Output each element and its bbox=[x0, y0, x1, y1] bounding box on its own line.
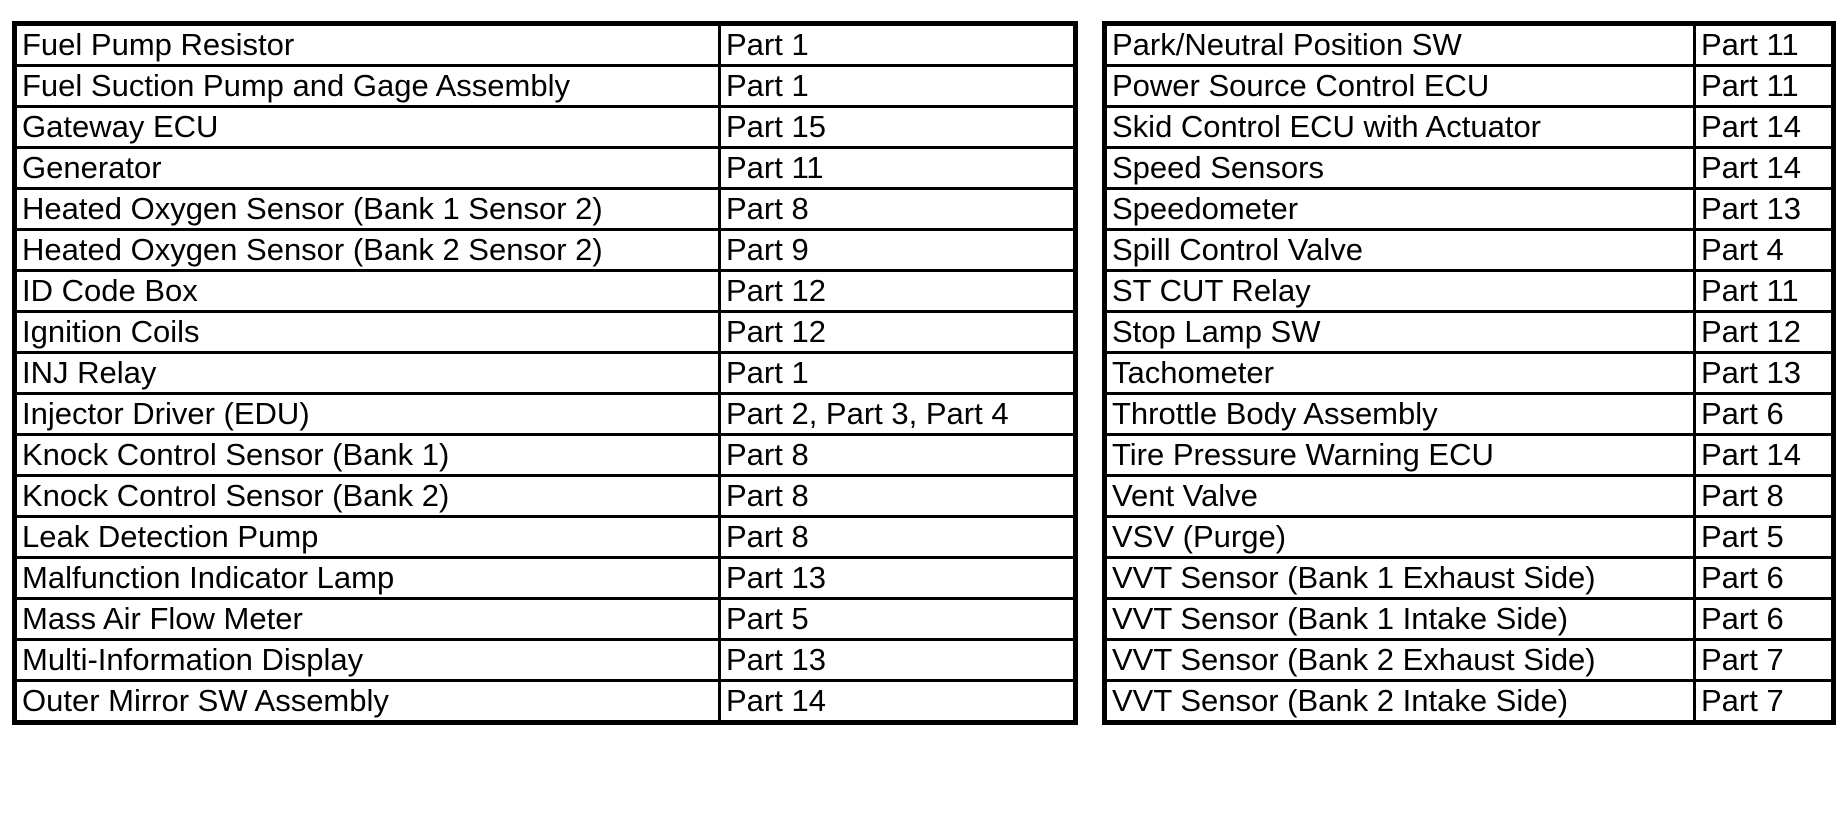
component-name-cell: Knock Control Sensor (Bank 1) bbox=[15, 435, 720, 476]
component-name-cell: Knock Control Sensor (Bank 2) bbox=[15, 476, 720, 517]
part-reference-cell: Part 15 bbox=[720, 107, 1076, 148]
component-name-cell: Vent Valve bbox=[1105, 476, 1695, 517]
component-name-cell: Stop Lamp SW bbox=[1105, 312, 1695, 353]
component-name-cell: Ignition Coils bbox=[15, 312, 720, 353]
part-reference-cell: Part 14 bbox=[1695, 107, 1834, 148]
part-reference-cell: Part 11 bbox=[1695, 271, 1834, 312]
part-reference-cell: Part 11 bbox=[1695, 24, 1834, 66]
table-row bbox=[1105, 599, 1834, 640]
table-row bbox=[1105, 271, 1834, 312]
component-name-cell: Skid Control ECU with Actuator bbox=[1105, 107, 1695, 148]
table-row bbox=[1105, 640, 1834, 681]
component-name-cell: ST CUT Relay bbox=[1105, 271, 1695, 312]
component-name-cell: Speedometer bbox=[1105, 189, 1695, 230]
table-row bbox=[15, 394, 1076, 435]
part-reference-cell: Part 8 bbox=[720, 189, 1076, 230]
table-row bbox=[1105, 558, 1834, 599]
component-name-cell: Injector Driver (EDU) bbox=[15, 394, 720, 435]
table-row bbox=[1105, 435, 1834, 476]
table-row bbox=[15, 476, 1076, 517]
part-reference-cell: Part 2, Part 3, Part 4 bbox=[720, 394, 1076, 435]
part-reference-cell: Part 13 bbox=[720, 640, 1076, 681]
part-reference-cell: Part 14 bbox=[1695, 435, 1834, 476]
table-row bbox=[15, 66, 1076, 107]
table-row bbox=[15, 271, 1076, 312]
component-name-cell: VVT Sensor (Bank 2 Intake Side) bbox=[1105, 681, 1695, 723]
component-name-cell: Fuel Suction Pump and Gage Assembly bbox=[15, 66, 720, 107]
component-name-cell: VVT Sensor (Bank 1 Intake Side) bbox=[1105, 599, 1695, 640]
table-row bbox=[1105, 353, 1834, 394]
table-row bbox=[1105, 312, 1834, 353]
part-reference-cell: Part 12 bbox=[720, 312, 1076, 353]
component-name-cell: Tire Pressure Warning ECU bbox=[1105, 435, 1695, 476]
table-row bbox=[15, 230, 1076, 271]
part-reference-cell: Part 7 bbox=[1695, 640, 1834, 681]
table-row bbox=[15, 189, 1076, 230]
component-name-cell: Fuel Pump Resistor bbox=[15, 24, 720, 66]
part-reference-cell: Part 1 bbox=[720, 353, 1076, 394]
part-reference-cell: Part 6 bbox=[1695, 394, 1834, 435]
part-reference-cell: Part 6 bbox=[1695, 599, 1834, 640]
table-row bbox=[15, 312, 1076, 353]
part-reference-cell: Part 4 bbox=[1695, 230, 1834, 271]
part-reference-cell: Part 12 bbox=[720, 271, 1076, 312]
table-row bbox=[15, 681, 1076, 723]
component-name-cell: VVT Sensor (Bank 2 Exhaust Side) bbox=[1105, 640, 1695, 681]
part-reference-cell: Part 5 bbox=[720, 599, 1076, 640]
part-reference-cell: Part 14 bbox=[720, 681, 1076, 723]
table-row bbox=[15, 353, 1076, 394]
part-reference-cell: Part 11 bbox=[720, 148, 1076, 189]
part-reference-cell: Part 1 bbox=[720, 66, 1076, 107]
part-reference-cell: Part 7 bbox=[1695, 681, 1834, 723]
component-name-cell: Power Source Control ECU bbox=[1105, 66, 1695, 107]
part-reference-cell: Part 8 bbox=[720, 476, 1076, 517]
table-row bbox=[15, 558, 1076, 599]
part-reference-cell: Part 13 bbox=[1695, 353, 1834, 394]
table-row bbox=[1105, 681, 1834, 723]
component-name-cell: ID Code Box bbox=[15, 271, 720, 312]
component-name-cell: Speed Sensors bbox=[1105, 148, 1695, 189]
table-row bbox=[1105, 230, 1834, 271]
part-reference-cell: Part 1 bbox=[720, 24, 1076, 66]
component-name-cell: Malfunction Indicator Lamp bbox=[15, 558, 720, 599]
table-row bbox=[15, 640, 1076, 681]
table-row bbox=[15, 148, 1076, 189]
table-row bbox=[1105, 24, 1834, 66]
part-reference-cell: Part 11 bbox=[1695, 66, 1834, 107]
component-name-cell: Heated Oxygen Sensor (Bank 2 Sensor 2) bbox=[15, 230, 720, 271]
part-reference-cell: Part 14 bbox=[1695, 148, 1834, 189]
part-reference-cell: Part 8 bbox=[720, 517, 1076, 558]
table-row bbox=[15, 599, 1076, 640]
table-row bbox=[15, 435, 1076, 476]
part-reference-cell: Part 13 bbox=[1695, 189, 1834, 230]
table-row bbox=[1105, 517, 1834, 558]
part-reference-cell: Part 8 bbox=[1695, 476, 1834, 517]
table-row bbox=[15, 24, 1076, 66]
component-name-cell: VSV (Purge) bbox=[1105, 517, 1695, 558]
component-index-table-left bbox=[12, 21, 1078, 725]
part-reference-cell: Part 8 bbox=[720, 435, 1076, 476]
part-reference-cell: Part 9 bbox=[720, 230, 1076, 271]
table-row bbox=[15, 107, 1076, 148]
component-name-cell: Outer Mirror SW Assembly bbox=[15, 681, 720, 723]
table-row bbox=[1105, 66, 1834, 107]
table-row bbox=[15, 517, 1076, 558]
component-name-cell: Throttle Body Assembly bbox=[1105, 394, 1695, 435]
component-name-cell: Gateway ECU bbox=[15, 107, 720, 148]
component-name-cell: Multi-Information Display bbox=[15, 640, 720, 681]
component-name-cell: VVT Sensor (Bank 1 Exhaust Side) bbox=[1105, 558, 1695, 599]
component-index-table-right bbox=[1102, 21, 1836, 725]
part-reference-cell: Part 5 bbox=[1695, 517, 1834, 558]
table-row bbox=[1105, 189, 1834, 230]
table-row bbox=[1105, 148, 1834, 189]
component-name-cell: Generator bbox=[15, 148, 720, 189]
component-name-cell: INJ Relay bbox=[15, 353, 720, 394]
table-row bbox=[1105, 476, 1834, 517]
component-name-cell: Mass Air Flow Meter bbox=[15, 599, 720, 640]
table-row bbox=[1105, 107, 1834, 148]
component-name-cell: Spill Control Valve bbox=[1105, 230, 1695, 271]
part-reference-cell: Part 6 bbox=[1695, 558, 1834, 599]
component-name-cell: Leak Detection Pump bbox=[15, 517, 720, 558]
part-reference-cell: Part 12 bbox=[1695, 312, 1834, 353]
table-row bbox=[1105, 394, 1834, 435]
component-name-cell: Tachometer bbox=[1105, 353, 1695, 394]
component-name-cell: Park/Neutral Position SW bbox=[1105, 24, 1695, 66]
component-name-cell: Heated Oxygen Sensor (Bank 1 Sensor 2) bbox=[15, 189, 720, 230]
part-reference-cell: Part 13 bbox=[720, 558, 1076, 599]
